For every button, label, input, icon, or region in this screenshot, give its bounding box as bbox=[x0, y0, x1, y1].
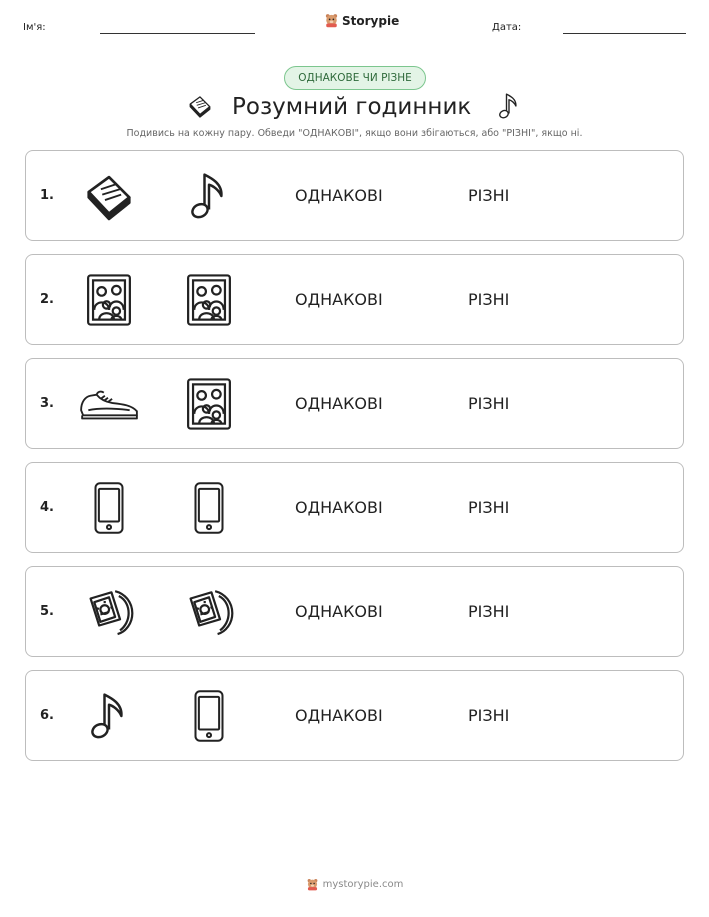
name-field-line[interactable] bbox=[100, 33, 255, 34]
music-note-icon bbox=[82, 689, 136, 743]
question-number: 3. bbox=[40, 396, 54, 411]
storypie-mascot-icon bbox=[306, 878, 319, 891]
option-same[interactable]: ОДНАКОВІ bbox=[295, 394, 383, 413]
notebook-icon bbox=[82, 169, 136, 223]
worksheet-type-badge: ОДНАКОВЕ ЧИ РІЗНЕ bbox=[284, 66, 426, 90]
option-same[interactable]: ОДНАКОВІ bbox=[295, 706, 383, 725]
family-photo-icon bbox=[82, 273, 136, 327]
question-row-4 bbox=[25, 462, 684, 553]
title-row bbox=[0, 90, 709, 128]
smartphone-icon bbox=[182, 689, 236, 743]
question-row-3 bbox=[25, 358, 684, 449]
notebook-icon bbox=[187, 93, 213, 119]
family-photo-icon bbox=[182, 273, 236, 327]
footer-site-link[interactable]: mystorypie.com bbox=[322, 879, 404, 890]
question-number: 2. bbox=[40, 292, 54, 307]
question-row-1 bbox=[25, 150, 684, 241]
question-row-2 bbox=[25, 254, 684, 345]
option-different[interactable]: РІЗНІ bbox=[468, 706, 510, 725]
option-same[interactable]: ОДНАКОВІ bbox=[295, 290, 383, 309]
option-different[interactable]: РІЗНІ bbox=[468, 394, 510, 413]
page-title: Розумний годинник bbox=[232, 94, 472, 120]
smartphone-icon bbox=[82, 481, 136, 535]
question-number: 4. bbox=[40, 500, 54, 515]
option-different[interactable]: РІЗНІ bbox=[468, 290, 510, 309]
footer bbox=[0, 878, 709, 891]
smartwatch-icon bbox=[182, 585, 236, 639]
date-label: Дата: bbox=[492, 22, 522, 33]
question-number: 6. bbox=[40, 708, 54, 723]
option-same[interactable]: ОДНАКОВІ bbox=[295, 186, 383, 205]
smartphone-icon bbox=[182, 481, 236, 535]
date-field-line[interactable] bbox=[563, 33, 686, 34]
option-same[interactable]: ОДНАКОВІ bbox=[295, 498, 383, 517]
option-different[interactable]: РІЗНІ bbox=[468, 186, 510, 205]
music-note-icon bbox=[182, 169, 236, 223]
sneaker-icon bbox=[78, 377, 140, 431]
question-row-5 bbox=[25, 566, 684, 657]
option-different[interactable]: РІЗНІ bbox=[468, 602, 510, 621]
name-label: Ім'я: bbox=[23, 22, 46, 33]
option-same[interactable]: ОДНАКОВІ bbox=[295, 602, 383, 621]
brand-logo bbox=[324, 13, 399, 28]
storypie-mascot-icon bbox=[324, 13, 339, 28]
smartwatch-icon bbox=[82, 585, 136, 639]
option-different[interactable]: РІЗНІ bbox=[468, 498, 510, 517]
instructions: Подивись на кожну пару. Обведи "ОДНАКОВІ", якщо вони збігаються, або "РІЗНІ", якщо ні. bbox=[126, 128, 583, 139]
brand-name: Storypie bbox=[342, 13, 400, 28]
question-number: 5. bbox=[40, 604, 54, 619]
family-photo-icon bbox=[182, 377, 236, 431]
music-note-icon bbox=[496, 91, 522, 121]
question-number: 1. bbox=[40, 188, 54, 203]
question-row-6 bbox=[25, 670, 684, 761]
